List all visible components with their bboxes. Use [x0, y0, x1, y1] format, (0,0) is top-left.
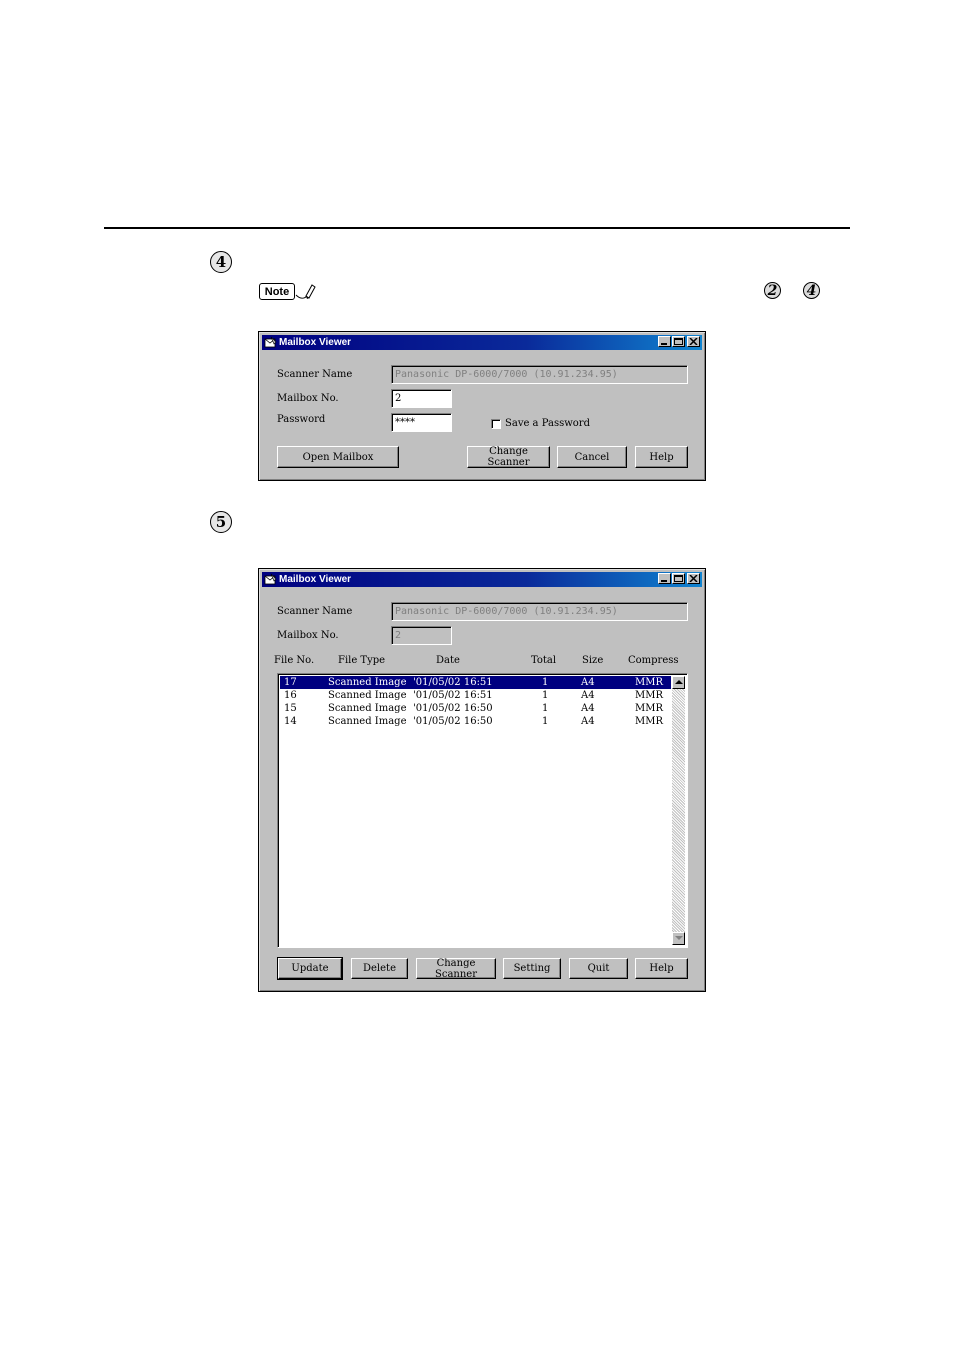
- mailbox-no-input[interactable]: 2: [391, 389, 452, 408]
- help-button[interactable]: Help: [635, 958, 688, 979]
- scroll-down-icon: [675, 936, 683, 941]
- table-row[interactable]: [280, 702, 671, 715]
- file-type-cell: Scanned Image: [328, 677, 407, 688]
- total-cell: 1: [542, 703, 549, 714]
- change-scanner-button[interactable]: Change Scanner: [467, 446, 550, 468]
- save-password-label: Save a Password: [505, 418, 590, 429]
- file-no-cell: 14: [284, 716, 297, 727]
- table-row[interactable]: [280, 689, 671, 702]
- mailbox-viewer-icon: [264, 336, 277, 349]
- title-bar[interactable]: [262, 572, 702, 587]
- compress-cell: MMR: [635, 716, 664, 727]
- file-type-cell: Scanned Image: [328, 716, 407, 727]
- delete-button[interactable]: Delete: [351, 958, 408, 979]
- update-button[interactable]: Update: [278, 958, 342, 979]
- mailbox-no-label: Mailbox No.: [277, 630, 339, 641]
- compress-cell: MMR: [635, 677, 664, 688]
- scroll-up-icon: [675, 680, 683, 685]
- column-header-date[interactable]: Date: [436, 655, 460, 666]
- scanner-name-field: Panasonic DP-6000/7000 (10.91.234.95): [391, 602, 688, 621]
- maximize-icon: [674, 338, 683, 345]
- close-button[interactable]: [687, 573, 700, 584]
- file-no-cell: 16: [284, 690, 297, 701]
- pencil-icon: [294, 281, 316, 301]
- password-label: Password: [277, 414, 326, 425]
- file-no-cell: 15: [284, 703, 297, 714]
- close-icon: [689, 338, 698, 345]
- maximize-icon: [674, 575, 683, 582]
- quit-button[interactable]: Quit: [569, 958, 628, 979]
- minimize-icon: [660, 338, 669, 345]
- column-header-file-no[interactable]: File No.: [274, 655, 315, 666]
- password-input[interactable]: ****: [391, 413, 452, 432]
- minimize-button[interactable]: [658, 573, 671, 584]
- mailbox-no-field: 2: [391, 626, 452, 645]
- size-cell: A4: [581, 690, 595, 701]
- step-5-number: 5: [210, 511, 232, 533]
- save-password-checkbox[interactable]: [491, 419, 501, 429]
- minimize-icon: [660, 575, 669, 582]
- total-cell: 1: [542, 677, 549, 688]
- file-type-cell: Scanned Image: [328, 703, 407, 714]
- window-title: Mailbox Viewer: [279, 337, 352, 348]
- column-header-compress[interactable]: Compress: [628, 655, 679, 666]
- date-cell: '01/05/02 16:50: [413, 716, 493, 727]
- file-type-cell: Scanned Image: [328, 690, 407, 701]
- help-button[interactable]: Help: [635, 446, 688, 468]
- table-row[interactable]: [280, 676, 671, 689]
- ref-step-4: 4: [803, 282, 820, 299]
- date-cell: '01/05/02 16:51: [413, 677, 493, 688]
- step-4-number: 4: [210, 251, 232, 273]
- file-no-cell: 17: [284, 677, 297, 688]
- scanner-name-field: Panasonic DP-6000/7000 (10.91.234.95): [391, 365, 688, 384]
- size-cell: A4: [581, 703, 595, 714]
- scroll-up-button[interactable]: [672, 676, 685, 689]
- minimize-button[interactable]: [658, 336, 671, 347]
- table-row[interactable]: [280, 715, 671, 728]
- close-icon: [689, 575, 698, 582]
- ref-step-2: 2: [764, 282, 781, 299]
- header-rule: [104, 227, 850, 229]
- window-title: Mailbox Viewer: [279, 574, 352, 585]
- title-bar[interactable]: [262, 335, 702, 350]
- vertical-scrollbar[interactable]: [672, 676, 685, 945]
- compress-cell: MMR: [635, 690, 664, 701]
- compress-cell: MMR: [635, 703, 664, 714]
- size-cell: A4: [581, 677, 595, 688]
- scroll-down-button[interactable]: [672, 932, 685, 945]
- close-button[interactable]: [687, 336, 700, 347]
- mailbox-viewer-icon: [264, 573, 277, 586]
- size-cell: A4: [581, 716, 595, 727]
- maximize-button[interactable]: [672, 336, 685, 347]
- change-scanner-button[interactable]: Change Scanner: [416, 958, 496, 979]
- cancel-button[interactable]: Cancel: [557, 446, 627, 468]
- total-cell: 1: [542, 716, 549, 727]
- mailbox-no-label: Mailbox No.: [277, 393, 339, 404]
- total-cell: 1: [542, 690, 549, 701]
- column-header-size[interactable]: Size: [582, 655, 604, 666]
- scanner-name-label: Scanner Name: [277, 369, 353, 380]
- date-cell: '01/05/02 16:50: [413, 703, 493, 714]
- column-header-file-type[interactable]: File Type: [338, 655, 386, 666]
- column-header-total[interactable]: Total: [531, 655, 557, 666]
- note-badge: Note: [259, 283, 295, 300]
- mailbox-viewer-list-dialog: [258, 568, 706, 992]
- maximize-button[interactable]: [672, 573, 685, 584]
- open-mailbox-button[interactable]: Open Mailbox: [277, 446, 399, 468]
- date-cell: '01/05/02 16:51: [413, 690, 493, 701]
- scanner-name-label: Scanner Name: [277, 606, 353, 617]
- mailbox-viewer-login-dialog: [258, 331, 706, 481]
- file-list[interactable]: [277, 673, 688, 948]
- setting-button[interactable]: Setting: [503, 958, 561, 979]
